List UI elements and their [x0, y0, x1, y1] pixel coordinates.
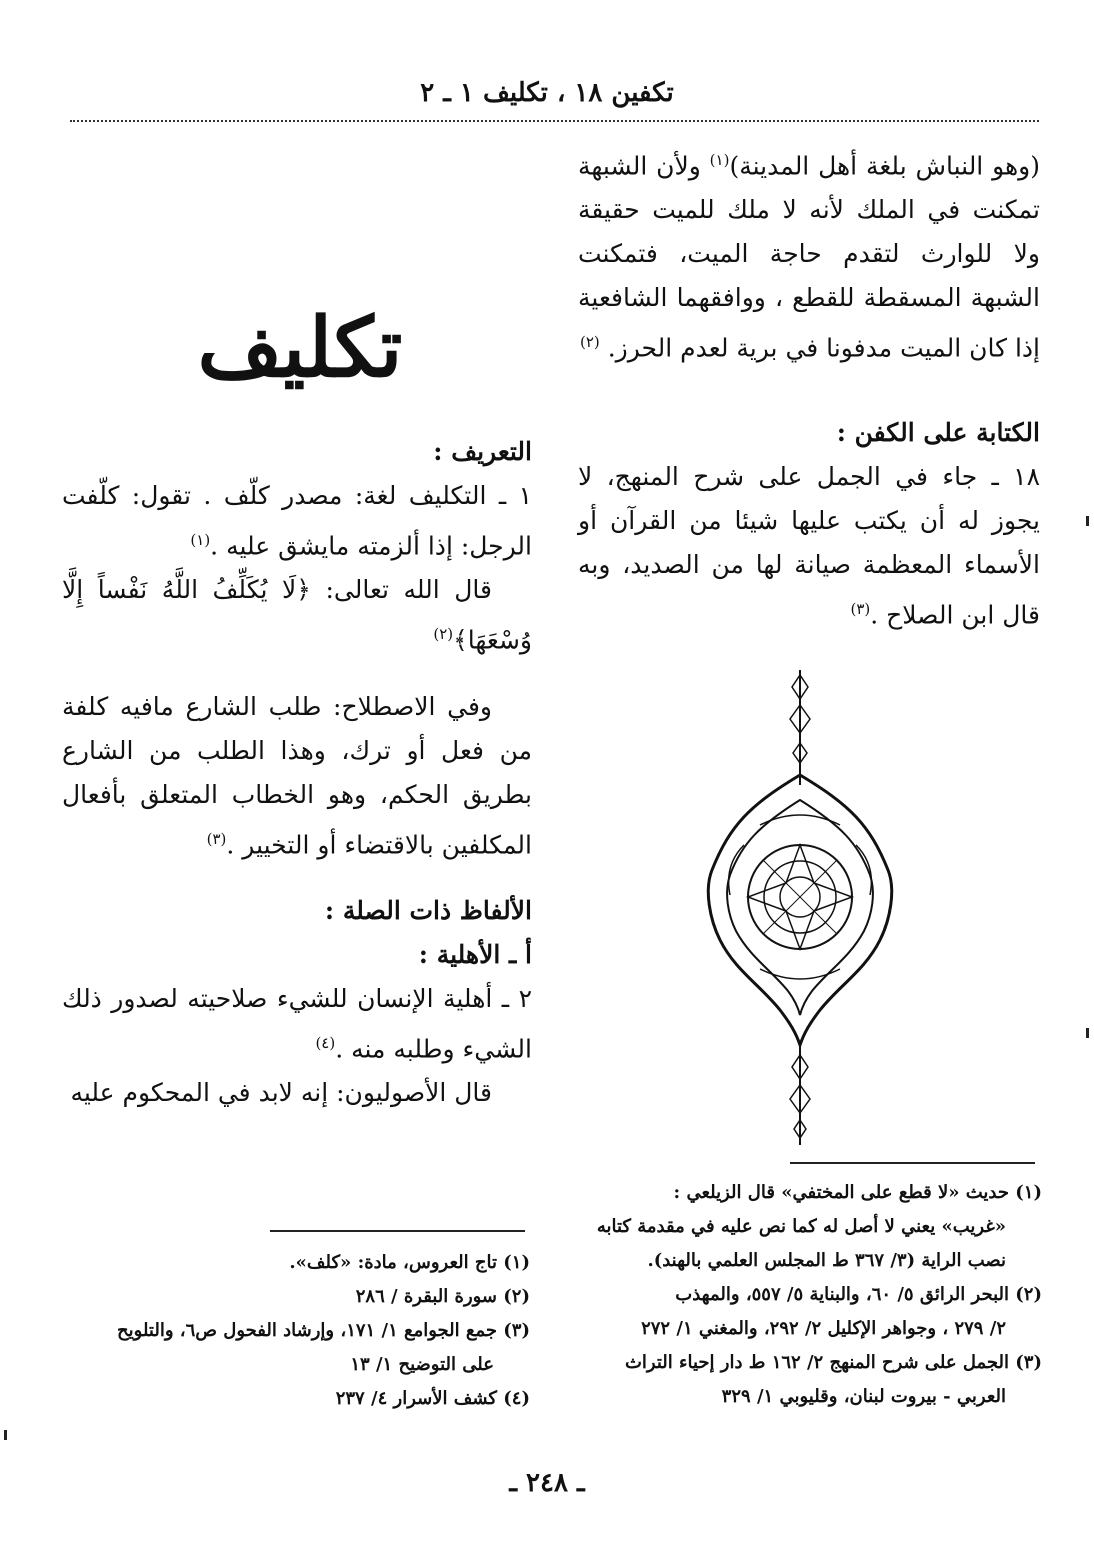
- paragraph-1: [62, 474, 532, 568]
- footnote-left-2: (٢) سورة البقرة / ٢٨٦: [355, 1286, 530, 1307]
- footnote-right-2: (٢) البحر الرائق ٥/ ٦٠، والبناية ٥/ ٥٥٧، والمهذب: [675, 1284, 1042, 1305]
- footnote-right-3: (٣) الجمل على شرح المنهج ٢/ ١٦٢ ط دار إحياء التراث: [624, 1352, 1042, 1373]
- footnote-right-1: (١) حديث «لا قطع على المختفي» قال الزيلعي :: [673, 1182, 1042, 1203]
- quran-verse: ﴿لَا يُكَلِّفُ اللَّهُ نَفْساً إِلَّا وُسْعَهَا﴾: [62, 575, 532, 655]
- paragraph-istilah-text: وفي الاصطلاح: طلب الشارع مافيه كلفة من فعل أو ترك، وهذا الطلب من الشارع بطريق الحكم، وهو الخطاب المتعلق بأفعال المكلفين بالاقتضاء أو التخيير .: [62, 691, 532, 859]
- entry-title: تكليف: [197, 300, 403, 396]
- footnote-ref: (٤): [315, 1033, 336, 1052]
- header-dotted-rule: [70, 120, 1039, 122]
- paragraph-nabbash-text-b: ولأن الشبهة تمكنت في الملك لأنه لا ملك للميت حقيقة ولا للوارث لتقدم حاجة الميت، فتمكنت الشبهة المسقطة للقطع ، ووافقهما الشافعية إذا كان الميت مدفونا في برية لعدم الحرز.: [578, 151, 1040, 363]
- quran-intro: قال الله تعالى:: [310, 575, 492, 605]
- paragraph-18: [578, 455, 1040, 637]
- footnote-rule-right: [790, 1162, 1035, 1164]
- footnote-right-3-cont: العربي - بيروت لبنان، وقليوبي ١/ ٣٢٩: [721, 1386, 1006, 1407]
- heading-kitaba: الكتابة على الكفن :: [836, 417, 1040, 447]
- margin-mark: [1086, 516, 1089, 526]
- paragraph-istilah: [62, 685, 532, 867]
- footnote-ref: (٣): [850, 599, 871, 618]
- footnote-right-2-cont: ٢/ ٢٧٩ ، وجواهر الإكليل ٢/ ٢٩٢، والمغني ١/ ٢٧٢: [641, 1318, 1006, 1339]
- paragraph-nabbash-text-a: (وهو النباش بلغة أهل المدينة): [729, 151, 1040, 181]
- paragraph-1-text: ١ ـ التكليف لغة: مصدر كلّف . تقول: كلّفت الرجل: إذا ألزمته مايشق عليه .: [62, 481, 532, 561]
- ornament-medallion: [700, 665, 900, 1150]
- footnote-ref: (٢): [579, 333, 600, 352]
- right-column: [578, 138, 1040, 637]
- running-head: تكفين ١٨ ، تكليف ١ ـ ٢: [420, 78, 674, 108]
- footnote-left-1: (١) تاج العروس، مادة: «كلف».: [289, 1252, 530, 1273]
- paragraph-usul: قال الأصوليون: إنه لابد في المحكوم عليه: [70, 1078, 492, 1108]
- footnote-left-3-cont: على التوضيح ١/ ١٣: [350, 1354, 494, 1375]
- footnote-left-3: (٣) جمع الجوامع ١/ ١٧١، وإرشاد الفحول ص٦، والتلويح: [117, 1320, 530, 1341]
- footnote-left-4: (٤) كشف الأسرار ٤/ ٢٣٧: [335, 1388, 530, 1409]
- paragraph-18-text: ١٨ ـ جاء في الجمل على شرح المنهج، لا يجوز له أن يكتب عليها شيئا من القرآن أو الأسماء المعظمة صيانة لها من الصديد، وبه قال ابن الصلاح .: [578, 461, 1040, 629]
- margin-mark: [1086, 1028, 1089, 1038]
- paragraph-nabbash: [578, 138, 1040, 371]
- footnotes-right: [580, 1176, 1042, 1414]
- heading-ahliya: أ ـ الأهلية :: [418, 939, 532, 969]
- left-column: [62, 430, 532, 1115]
- page-number: ـ ٢٤٨ ـ: [509, 1468, 585, 1498]
- paragraph-quran: [62, 568, 532, 662]
- heading-tarif: التعريف :: [433, 437, 532, 466]
- paragraph-2: [62, 977, 532, 1071]
- footnote-ref: (٣): [206, 829, 227, 848]
- footnotes-left: [62, 1246, 530, 1416]
- footnote-right-1-cont: «غريب» يعني لا أصل له كما نص عليه في مقدمة كتابه نصب الراية (٣/ ٣٦٧ ط المجلس العلمي بالهند).: [596, 1216, 1006, 1271]
- footnote-rule-left: [270, 1230, 525, 1232]
- footnote-ref: (١): [190, 531, 211, 549]
- paragraph-2-text: ٢ ـ أهلية الإنسان للشيء صلاحيته لصدور ذلك الشيء وطلبه منه .: [62, 983, 532, 1064]
- margin-mark: [4, 1430, 7, 1440]
- footnote-ref: (١): [709, 151, 730, 169]
- heading-alfaz: الألفاظ ذات الصلة :: [324, 895, 532, 925]
- footnote-ref: (٢): [433, 625, 454, 644]
